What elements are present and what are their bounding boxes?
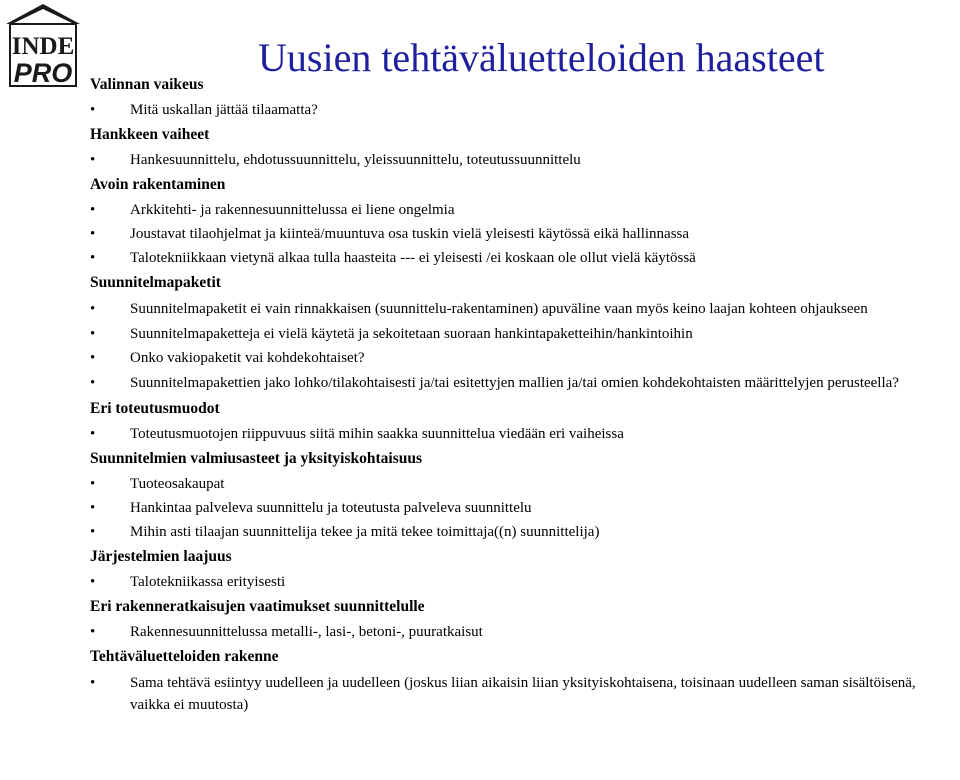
bullet-item — [90, 570, 956, 594]
slide-title: Uusien tehtäväluetteloiden haasteet — [258, 35, 825, 80]
section — [90, 446, 956, 544]
bullet-icon: • — [90, 102, 96, 118]
bullet-item — [90, 620, 956, 644]
bullet-icon: • — [90, 326, 96, 342]
bullet-item — [90, 370, 956, 396]
bullet-text: Suunnitelmapakettien jako lohko/tilakohtaisesti ja/tai esitettyjen mallien ja/tai omien kohdekohtaisten määrittelyjen perusteella? — [130, 375, 899, 391]
bullet-text: Tuoteosakaupat — [130, 476, 225, 492]
bullet-icon: • — [90, 250, 96, 266]
slide-content — [90, 72, 956, 718]
bullet-icon: • — [90, 675, 96, 691]
section — [90, 172, 956, 270]
section — [90, 644, 956, 718]
bullet-icon: • — [90, 375, 96, 391]
bullet-text: Hankesuunnittelu, ehdotussuunnittelu, yleissuunnittelu, toteutussuunnittelu — [130, 152, 581, 168]
bullet-item — [90, 346, 956, 370]
bullet-text: Mitä uskallan jättää tilaamatta? — [130, 102, 318, 118]
bullet-text: Joustavat tilaohjelmat ja kiinteä/muuntuva osa tuskin vielä yleisesti käytössä eikä hallinnassa — [130, 226, 690, 242]
section — [90, 270, 956, 396]
section-heading: Eri toteutusmuodot — [90, 400, 220, 417]
bullet-item — [90, 670, 956, 718]
bullet-text: Rakennesuunnittelussa metalli-, lasi-, betoni-, puuratkaisut — [130, 624, 483, 640]
section-heading: Hankkeen vaiheet — [90, 126, 210, 143]
bullet-text: Hankintaa palveleva suunnittelu ja toteutusta palveleva suunnittelu — [130, 500, 532, 516]
section — [90, 396, 956, 446]
bullet-text: Suunnitelmapaketit ei vain rinnakkaisen (suunnittelu-rakentaminen) apuväline vaan myös keino laajan kohteen ohjaukseen — [130, 301, 868, 317]
section — [90, 544, 956, 594]
bullet-text: Suunnitelmapaketteja ei vielä käytetä ja sekoitetaan suoraan hankintapaketteihin/hankintoihin — [130, 326, 693, 342]
section — [90, 122, 956, 172]
section-heading: Suunnitelmien valmiusasteet ja yksityiskohtaisuus — [90, 450, 423, 467]
bullet-item — [90, 222, 956, 246]
bullet-text: Toteutusmuotojen riippuvuus siitä mihin saakka suunnittelua viedään eri vaiheissa — [130, 426, 624, 442]
indepro-logo — [2, 2, 84, 90]
bullet-item — [90, 246, 956, 270]
section-heading: Eri rakenneratkaisujen vaatimukset suunnittelulle — [90, 598, 425, 615]
section — [90, 594, 956, 644]
bullet-icon: • — [90, 426, 96, 442]
bullet-icon: • — [90, 350, 96, 366]
bullet-text: Sama tehtävä esiintyy uudelleen ja uudelleen (joskus liian aikaisin liian yksityiskohtaisena, toisinaan uudelleen saman sisältöisenä, vaikka ei muutosta) — [130, 675, 916, 713]
bullet-icon: • — [90, 500, 96, 516]
bullet-icon: • — [90, 524, 96, 540]
section-heading: Järjestelmien laajuus — [90, 548, 232, 565]
bullet-text: Talotekniikassa erityisesti — [130, 574, 286, 590]
section-heading: Suunnitelmapaketit — [90, 274, 221, 291]
bullet-item — [90, 472, 956, 496]
bullet-icon: • — [90, 202, 96, 218]
bullet-icon: • — [90, 226, 96, 242]
bullet-text: Onko vakiopaketit vai kohdekohtaiset? — [130, 350, 365, 366]
logo-line-1: INDE — [11, 33, 75, 60]
bullet-icon: • — [90, 152, 96, 168]
house-roof-logo-icon — [2, 2, 84, 90]
bullet-icon: • — [90, 476, 96, 492]
section-heading: Avoin rakentaminen — [90, 176, 226, 193]
bullet-text: Arkkitehti- ja rakennesuunnittelussa ei liene ongelmia — [130, 202, 455, 218]
bullet-icon: • — [90, 574, 96, 590]
logo-line-2: PRO — [13, 58, 73, 88]
bullet-item — [90, 322, 956, 346]
bullet-item — [90, 98, 956, 122]
bullet-item — [90, 296, 956, 322]
bullet-item — [90, 148, 956, 172]
bullet-icon: • — [90, 301, 96, 317]
bullet-item — [90, 520, 956, 544]
bullet-text: Talotekniikkaan vietynä alkaa tulla haasteita --- ei yleisesti /ei koskaan ole ollut vielä käytössä — [130, 250, 696, 266]
section-heading: Valinnan vaikeus — [90, 76, 204, 93]
bullet-item — [90, 422, 956, 446]
bullet-item — [90, 198, 956, 222]
bullet-item — [90, 496, 956, 520]
section-heading: Tehtäväluetteloiden rakenne — [90, 648, 279, 665]
section — [90, 72, 956, 122]
bullet-text: Mihin asti tilaajan suunnittelija tekee ja mitä tekee toimittaja((n) suunnittelija) — [130, 524, 600, 540]
bullet-icon: • — [90, 624, 96, 640]
